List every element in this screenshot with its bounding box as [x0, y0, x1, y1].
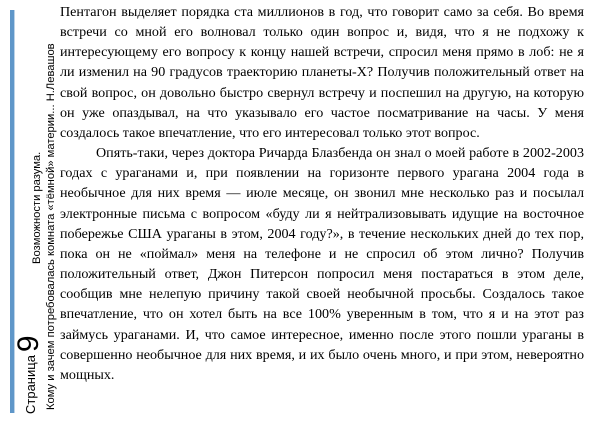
page-sidebar [0, 0, 57, 423]
running-header-title: Кому и зачем потребовалась комната «тёмной» материи... Н.Левашов [45, 43, 57, 410]
page-word: Страница [23, 355, 38, 414]
paragraph-1: Пентагон выделяет порядка ста миллионов в год, что говорит само за себя. Во время встречи со мной его волновал только один вопрос и, видя, что я не подхожу к интересующему его вопросу к концу нашей встречи, спросил меня прямо в лоб: не я ли изменил на 90 градусов траекторию планеты-Х? Получив положительный ответ на свой вопрос, он довольно быстро свернул встречу и поспешил на другую, на которую он уже опаздывал, на что указывало его частое посматривание на часы. У меня создалось такое впечатление, что его интересовал только этот вопрос. [60, 4, 584, 141]
running-header-section: Возможности разума. [31, 151, 43, 264]
paragraph-2: Опять-таки, через доктора Ричарда Блазбенда он знал о моей работе в 2002-2003 годах с ураганами и, при появлении на горизонте первого урагана 2004 года в необычное для них время — июле месяце, он звонил мне несколько раз и посылал электронные письма с вопросом «буду ли я нейтрализовывать идущие на восточное побережье США ураганы в этом, 2004 году?», в течение нескольких дней до тех пор, пока он не «поймал» меня на телефоне и не спросил об этом лично? Получив положительный ответ, Джон Питерсон попросил меня постараться в этом деле, сообщив мне нелепую причину такой своей необычной просьбы. Создалось такое впечатление, что он хотел быть на все 100% уверенным в том, что я и на этот раз займусь ураганами. И, что самое интересное, именно после этого пошли ураганы в совершенно необычное для них время, и их было очень много, и при этом, невероятно мощных. [60, 145, 584, 383]
page-number: 9 [12, 335, 45, 353]
page-number-label [12, 335, 45, 414]
page-body [60, 2, 584, 385]
